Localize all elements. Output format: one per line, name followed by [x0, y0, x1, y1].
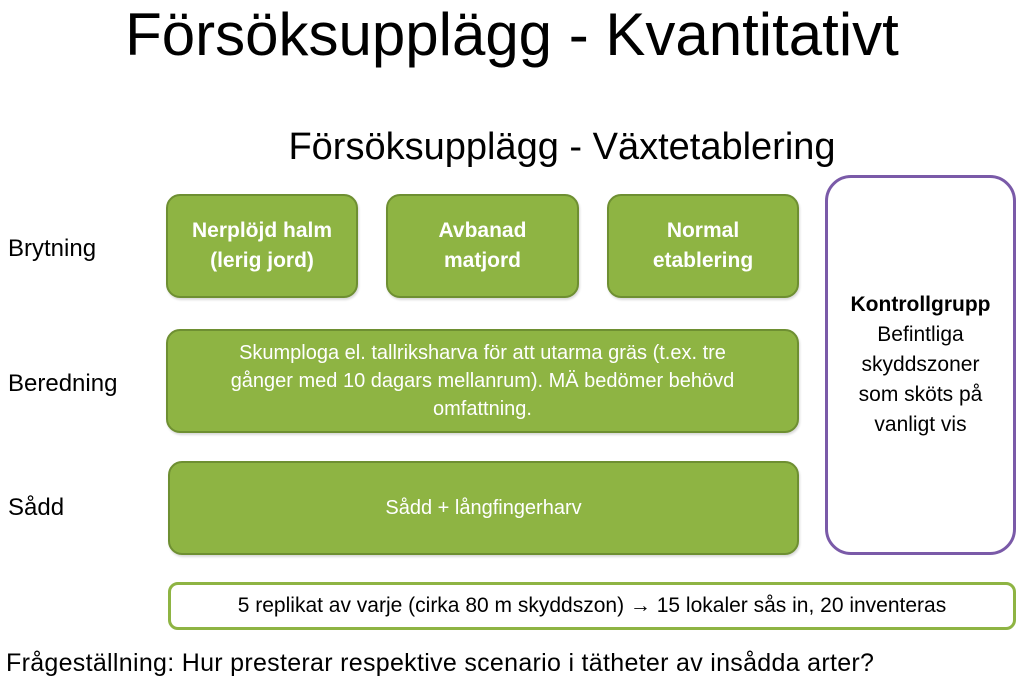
slide-title: Försöksupplägg - Kvantitativt: [125, 1, 899, 68]
sadd-box: [168, 461, 799, 555]
control-group-line: vanligt vis: [874, 413, 967, 436]
control-group-line: som sköts på: [858, 383, 983, 406]
control-group-line: Befintliga: [877, 323, 964, 346]
diagram-title: Försöksupplägg - Växtetablering: [288, 126, 836, 168]
row-label-beredning: Beredning: [8, 370, 118, 397]
replicates-text: 5 replikat av varje (cirka 80 m skyddszon) → 15 lokaler sås in, 20 inventeras: [237, 594, 947, 617]
box-line: Skumploga el. tallriksharva för att utarma gräs (t.ex. tre: [239, 342, 726, 364]
box-line: Nerplöjd halm: [191, 219, 333, 242]
brytning-box-avbanad-matjord: [386, 194, 579, 298]
brytning-box-nerplojd-halm: [166, 194, 358, 298]
control-group-title: Kontrollgrupp: [850, 293, 991, 316]
control-group-box: [825, 175, 1016, 555]
box-line: etablering: [652, 249, 754, 272]
replicates-box: [168, 582, 1016, 630]
box-line: Sådd + långfingerharv: [385, 497, 582, 519]
box-line: (lerig jord): [210, 249, 314, 272]
box-line: omfattning.: [433, 398, 532, 420]
beredning-box: [166, 329, 799, 433]
row-label-sadd: Sådd: [8, 494, 65, 521]
box-line: gånger med 10 dagars mellanrum). MÄ bedömer behövd: [230, 370, 735, 392]
box-line: Normal: [666, 219, 740, 242]
box-line: matjord: [443, 249, 521, 272]
control-group-line: skyddszoner: [861, 353, 980, 376]
box-line: Avbanad: [438, 219, 527, 242]
research-question: Frågeställning: Hur presterar respektive scenario i tätheter av insådda arter?: [6, 649, 875, 677]
row-label-brytning: Brytning: [8, 235, 97, 262]
brytning-box-normal-etablering: [607, 194, 799, 298]
